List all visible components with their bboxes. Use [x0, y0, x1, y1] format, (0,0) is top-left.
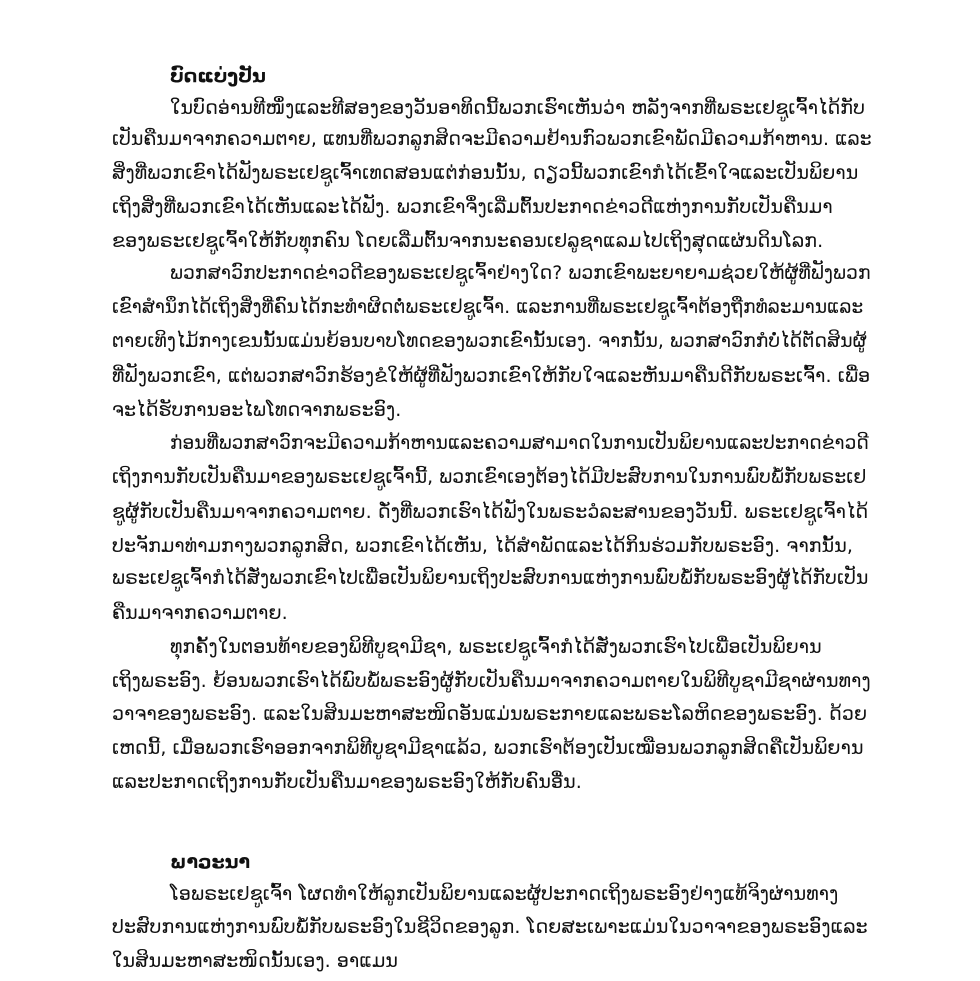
paragraph-3-line-3: ຊູຜູ້ກັບເປັນຄືນມາຈາກຄວາມຕາຍ. ດັ່ງທີ່ພວກເຮົາໄດ້ຟັງໃນພຣະວໍລະສານຂອງວັນນີ້. ພຣະເຢຊູເຈົ້າໄດ້ — [112, 501, 869, 523]
paragraph-2-line-3: ຕາຍເທິງໄມ້ກາງເຂນນັ້ນແມ່ນຍ້ອນບາບໂທດຂອງພວກເຂົານັ້ນເອງ. ຈາກນັ້ນ, ພວກສາວົກກໍບໍ່ໄດ້ຕັດສິນຜູ້ — [112, 331, 867, 352]
paragraph-1-line-3: ສິ່ງທີ່ພວກເຂົາໄດ້ຟັງພຣະເຢຊູເຈົ້າເທດສອນແຕ່ກ່ອນນັ້ນ, ດຽວນີ້ພວກເຂົາກໍໄດ້ເຂົ້າໃຈແລະເປັນພິຍານ — [112, 162, 859, 184]
paragraph-3-line-6: ຄືນມາຈາກຄວາມຕາຍ. — [112, 602, 288, 624]
paragraph-3-line-2: ເຖິງການກັບເປັນຄືນມາຂອງພຣະເຢຊູເຈົ້ານີ້, ພວກເຂົາເອງຕ້ອງໄດ້ມີປະສົບການໃນການພົບພໍ້ກັບພຣະເຢ — [112, 467, 867, 488]
paragraph-4-line-4: ເຫດນີ້, ເມື່ອພວກເຮົາອອກຈາກພິທີບູຊາມີຊາແລ້ວ, ພວກເຮົາຕ້ອງເປັນເໝືອນພວກລູກສິດຄືເປັນພິຍານ — [112, 737, 864, 759]
paragraph-4-line-5: ແລະປະກາດເຖິງການກັບເປັນຄືນມາຂອງພຣະອົງໃຫ້ກັບຄົນອື່ນ. — [112, 771, 582, 793]
paragraph-1-line-1: ໃນບົດອ່ານທີໜຶ່ງແລະທີສອງຂອງວັນອາທິດນີ້ພວກເຮົາເຫັນວ່າ ຫລັງຈາກທີ່ພຣະເຢຊູເຈົ້າໄດ້ກັບ — [170, 97, 866, 119]
prayer-title: ພາວະນາ — [170, 851, 251, 873]
paragraph-2-line-1: ພວກສາວົກປະກາດຂ່າວດີຂອງພຣະເຢຊູເຈົ້າຢ່າງໃດ? ພວກເຂົາພະຍາຍາມຊ່ວຍໃຫ້ຜູ້ທີ່ຟັງພວກ — [170, 263, 871, 284]
paragraph-2-line-4: ທີ່ຟັງພວກເຂົາ, ແຕ່ພວກສາວົກຮ້ອງຂໍໃຫ້ຜູ້ທີ່ຟັງພວກເຂົາໃຫ້ກັບໃຈແລະຫັນມາຄືນດີກັບພຣະເຈົ້າ. ເພື່ອ — [112, 365, 871, 387]
paragraph-4-line-2: ເຖິງພຣະອົງ. ຍ້ອນພວກເຮົາໄດ້ພົບພໍ້ພຣະອົງຜູ້ກັບເປັນຄືນມາຈາກຄວາມຕາຍໃນພິທີບູຊາມີຊາຜ່ານທາງ — [112, 670, 871, 692]
prayer-line-2: ປະສົບການແຫ່ງການພົບພໍ້ກັບພຣະອົງໃນຊີວິດຂອງລູກ. ໂດຍສະເພາະແມ່ນໃນວາຈາຂອງພຣະອົງແລະ — [112, 916, 868, 938]
paragraph-1-line-2: ເປັນຄືນມາຈາກຄວາມຕາຍ, ແທນທີ່ພວກລູກສິດຈະມີຄວາມຢ້ານກົວພວກເຂົາພັດມີຄວາມກ້າຫານ. ແລະ — [112, 129, 872, 150]
section-title: ບົດແບ່ງປັນ — [170, 65, 266, 87]
paragraph-2-line-5: ຈະໄດ້ຮັບການອະໄພໂທດຈາກພຣະອົງ. — [112, 399, 402, 421]
paragraph-3-line-5: ພຣະເຢຊູເຈົ້າກໍໄດ້ສັ່ງພວກເຂົາໄປເພື່ອເປັນພິຍານເຖິງປະສົບການແຫ່ງການພົບພໍ້ກັບພຣະອົງຜູ້ໄດ້ກັບເປັນ — [112, 568, 869, 589]
paragraph-1-line-4: ເຖິງສິ່ງທີ່ພວກເຂົາໄດ້ເຫັນແລະໄດ້ຟັງ. ພວກເຂົາຈຶ່ງເລີ່ມຕົ້ນປະກາດຂ່າວດີແຫ່ງການກັບເປັນຄືນມາ — [112, 196, 833, 218]
paragraph-4-line-1: ທຸກຄັ້ງໃນຕອນທ້າຍຂອງພິທີບູຊາມີຊາ, ພຣະເຢຊູເຈົ້າກໍໄດ້ສັ່ງພວກເຮົາໄປເພື່ອເປັນພິຍານ — [170, 636, 822, 658]
paragraph-3-line-4: ປະຈັກມາທ່າມກາງພວກລູກສິດ, ພວກເຂົາໄດ້ເຫັນ, ໄດ້ສຳພັດແລະໄດ້ກິນຮ່ວມກັບພຣະອົງ. ຈາກນັ້ນ, — [112, 535, 854, 557]
paragraph-1-line-5: ຂອງພຣະເຢຊູເຈົ້າໃຫ້ກັບທຸກຄົນ ໂດຍເລີ່ມຕົ້ນຈາກນະຄອນເຢລູຊາແລມໄປເຖິງສຸດແຜ່ນດິນໂລກ. — [112, 230, 824, 252]
prayer-line-1: ໂອພຣະເຢຊູເຈົ້າ ໂຜດທຳໃຫ້ລູກເປັນພິຍານແລະຜູ້ປະກາດເຖິງພຣະອົງຢ່າງແທ້ຈິງຜ່ານທາງ — [170, 883, 839, 905]
paragraph-4-line-3: ວາຈາຂອງພຣະອົງ. ແລະໃນສິນມະຫາສະໜິດອັນແມ່ນພຣະກາຍແລະພຣະໂລຫິດຂອງພຣະອົງ. ດ້ວຍ — [112, 703, 868, 725]
paragraph-2-line-2: ເຂົາສຳນຶກໄດ້ເຖິງສິ່ງທີ່ຄົນໄດ້ກະທຳຜິດຕໍ່ພຣະເຢຊູເຈົ້າ. ແລະການທີ່ພຣະເຢຊູເຈົ້າຕ້ອງຖືກທໍລະມານແລະ — [112, 297, 864, 318]
prayer-line-3: ໃນສິນມະຫາສະໜິດນັ້ນເອງ. ອາແມນ — [112, 950, 398, 972]
paragraph-3-line-1: ກ່ອນທີ່ພວກສາວົກຈະມີຄວາມກ້າຫານແລະຄວາມສາມາດໃນການເປັນພິຍານແລະປະກາດຂ່າວດີ — [170, 433, 869, 454]
